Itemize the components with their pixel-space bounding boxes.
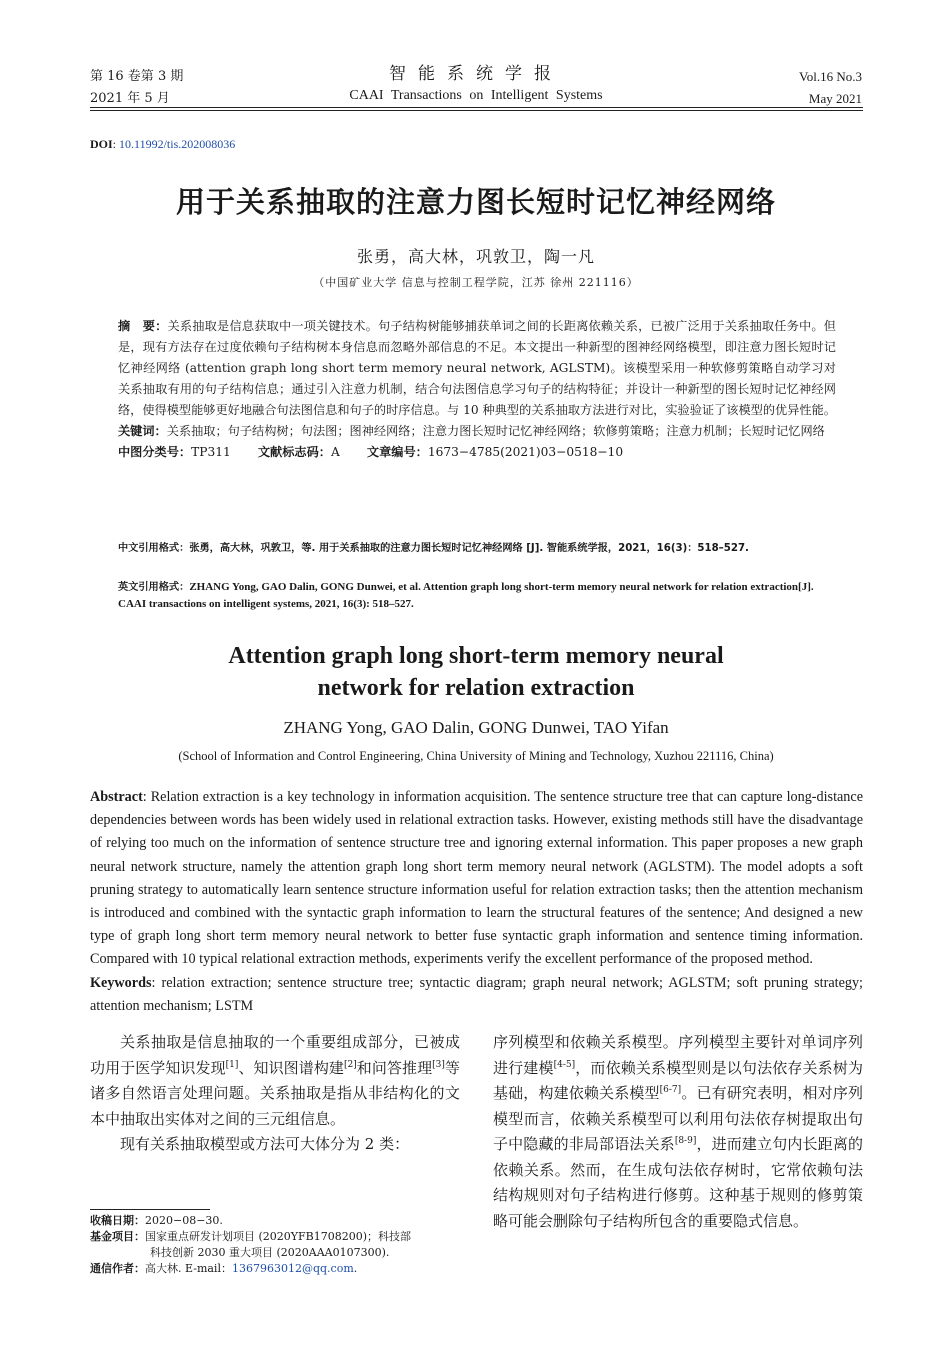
corresponding-author-label: 通信作者： [90, 1262, 145, 1275]
email-link[interactable]: 1367963012@qq.com [231, 1262, 354, 1275]
clc-label: 中图分类号： [118, 445, 192, 459]
fund-label: 基金项目： [90, 1230, 145, 1243]
date-cn: 2021 年 5 月 [90, 91, 170, 106]
abstract-en [90, 786, 863, 1018]
fund-line-1: 国家重点研发计划项目 (2020YFB1708200)；科技部 [145, 1230, 412, 1243]
received-date: 2020−08−30. [145, 1214, 223, 1227]
reference-link[interactable]: [1] [225, 1059, 239, 1070]
header-right [799, 66, 862, 110]
body-text: 等诸多自然语言处理问题。关系抽取是指从非结构化的文本中抽取出实体对之间的三元组信息。 [90, 1058, 460, 1128]
email-period: . [353, 1262, 358, 1275]
volume-cn: 第 16 卷第 3 期 [90, 69, 184, 84]
header-rule-2 [90, 110, 863, 111]
abstract-en-text: : Relation extraction is a key technology in information acquisition. The sentence structure tree that can capture long-distance dependencies between words has been widely used in relational extraction tasks. However, existing methods still have the disadvantage of relying too much on the information of sentence structure tree and ignoring external information. This paper proposes a new graph neural network structure, namely the attention graph long short term memory neural network (AGLSTM). The model adopts a soft pruning strategy to automatically learn sentence structure information useful for relation extraction tasks; then the attention mechanism is introduced and combined with the syntactic graph information to learn the structural features of the sentence; And designed a new type of graph long short term memory neural network to better fuse syntactic graph information and sentence timing information. Compared with 10 typical relational extraction methods, experiments verify the excellent performance of the proposed method. [90, 789, 863, 968]
title-cn: 用于关系抽取的注意力图长短时记忆神经网络 [175, 185, 776, 219]
date-en: May 2021 [808, 91, 862, 106]
body-text: 、知识图谱构建 [238, 1058, 344, 1077]
reference-link[interactable]: [8-9] [674, 1136, 697, 1146]
clc-value: TP311 [191, 445, 231, 459]
affiliation-cn: （中国矿业大学 信息与控制工程学院，江苏 徐州 221116） [313, 276, 639, 289]
doi-label: DOI [90, 137, 113, 151]
body-column-right [493, 1030, 863, 1234]
keywords-en: : relation extraction; sentence structure tree; syntactic diagram; graph neural network; AGLSTM; soft pruning strategy; attention mechanism; LSTM [90, 974, 863, 1014]
reference-link[interactable]: [4-5] [553, 1059, 576, 1070]
keywords-cn-label: 关键词： [118, 424, 167, 438]
header-left [90, 66, 183, 110]
journal-name-en: CAAI Transactions on Intelligent Systems [349, 88, 603, 103]
body-text: 序列模型和依赖关系模型。序列模型主要针对单词序列进行建模 [493, 1033, 863, 1077]
header-rule [90, 107, 863, 108]
body-column-left [90, 1030, 460, 1158]
doi-line: DOI: 10.11992/tis.202008036 [90, 137, 236, 151]
body-text: 关系抽取是信息抽取的一个重要组成部分，已被成功用于医学知识发现 [90, 1033, 460, 1077]
footnote-rule [90, 1209, 210, 1210]
title-en-line-2: network for relation extraction [317, 675, 635, 701]
article-no-value: 1673−4785(2021)03−0518−10 [427, 445, 624, 459]
body-paragraph [90, 1030, 460, 1132]
affiliation-en: (School of Information and Control Engineering, China University of Mining and Technology, Xuzhou 221116, China) [178, 749, 774, 763]
received-label: 收稿日期： [90, 1214, 145, 1227]
keywords-en-label: Keywords [90, 974, 152, 991]
footnote [90, 1213, 462, 1277]
doc-code-value: A [330, 445, 340, 459]
fund-line-2: 科技创新 2030 重大项目 (2020AAA0107300). [150, 1246, 390, 1259]
abstract-cn-text: 关系抽取是信息获取中一项关键技术。句子结构树能够捕获单词之间的长距离依赖关系，已被广泛用于关系抽取任务中。但是，现有方法存在过度依赖句子结构树本身信息而忽略外部信息的不足。本文提出一种新型的图神经网络模型，即注意力图长短时记忆神经网络 (attention graph long short term memory neural network, AGLSTM)。该模型采用一种软修剪策略自动学习对关系抽取有用的句子结构信息；通过引入注意力机制，结合句法图信息学习句子的结构特征；并设计一种新型的图长短时记忆神经网络，使得模型能够更好地融合句法图信息和句子的时序信息。与 10 种典型的关系抽取方法进行对比，实验验证了该模型的优异性能。 [118, 319, 836, 417]
body-text: 。已有研究表明，相对序列模型而言，依赖关系模型可以利用句法依存树提取出句子中隐藏的非局部语法关系 [493, 1084, 863, 1153]
reference-link[interactable]: [3] [432, 1059, 445, 1070]
keywords-cn: 关系抽取；句子结构树；句法图；图神经网络；注意力图长短时记忆神经网络；软修剪策略；注意力机制；长短时记忆网络 [166, 424, 825, 438]
article-no-label: 文章编号： [366, 445, 428, 459]
body-text: ，进而建立句内长距离的依赖关系。然而，在生成句法依存树时，它常依赖句法结构规则对句子结构进行修剪。这种基于规则的修剪策略可能会删除句子结构所包含的重要隐式信息。 [493, 1135, 863, 1230]
authors-en: ZHANG Yong, GAO Dalin, GONG Dunwei, TAO Yifan [283, 718, 669, 737]
doi-link[interactable]: 10.11992/tis.202008036 [119, 137, 236, 151]
body-paragraph: 现有关系抽取模型或方法可大体分为 2 类： [120, 1135, 410, 1153]
title-en [0, 640, 952, 704]
volume-en: Vol.16 No.3 [799, 69, 862, 84]
abstract-cn-label: 摘 要： [118, 319, 168, 333]
abstract-en-label: Abstract [90, 789, 143, 805]
reference-link[interactable]: [2] [343, 1059, 357, 1070]
journal-name-cn: 智能系统学报 [389, 64, 563, 84]
citation-cn-text: 张勇，高大林，巩敦卫，等. 用于关系抽取的注意力图长短时记忆神经网络 [J]. 智能系统学报，2021，16(3)：518–527. [189, 543, 749, 554]
citation-cn [118, 540, 836, 557]
body-text: 和问答推理 [356, 1058, 433, 1077]
citation-en-label: 英文引用格式： [118, 582, 190, 593]
doc-code-label: 文献标志码： [257, 445, 331, 459]
header-center [300, 62, 652, 106]
citation-en [118, 579, 836, 613]
corresponding-author: 高大林. E-mail： [145, 1262, 232, 1275]
reference-link[interactable]: [6-7] [659, 1085, 682, 1095]
title-en-line-1: Attention graph long short-term memory neural [228, 643, 724, 669]
body-paragraph [493, 1030, 863, 1234]
citation-en-text: ZHANG Yong, GAO Dalin, GONG Dunwei, et al. Attention graph long short-term memory neural network for relation extraction[J]. CAAI transactions on intelligent systems, 2021, 16(3): 518–527. [118, 581, 814, 610]
abstract-cn [118, 316, 836, 463]
authors-cn: 张勇，高大林，巩敦卫，陶一凡 [356, 247, 595, 266]
citation-cn-label: 中文引用格式： [118, 543, 190, 554]
body-text: ，而依赖关系模型则是以句法依存关系树为基础，构建依赖关系模型 [493, 1058, 863, 1102]
